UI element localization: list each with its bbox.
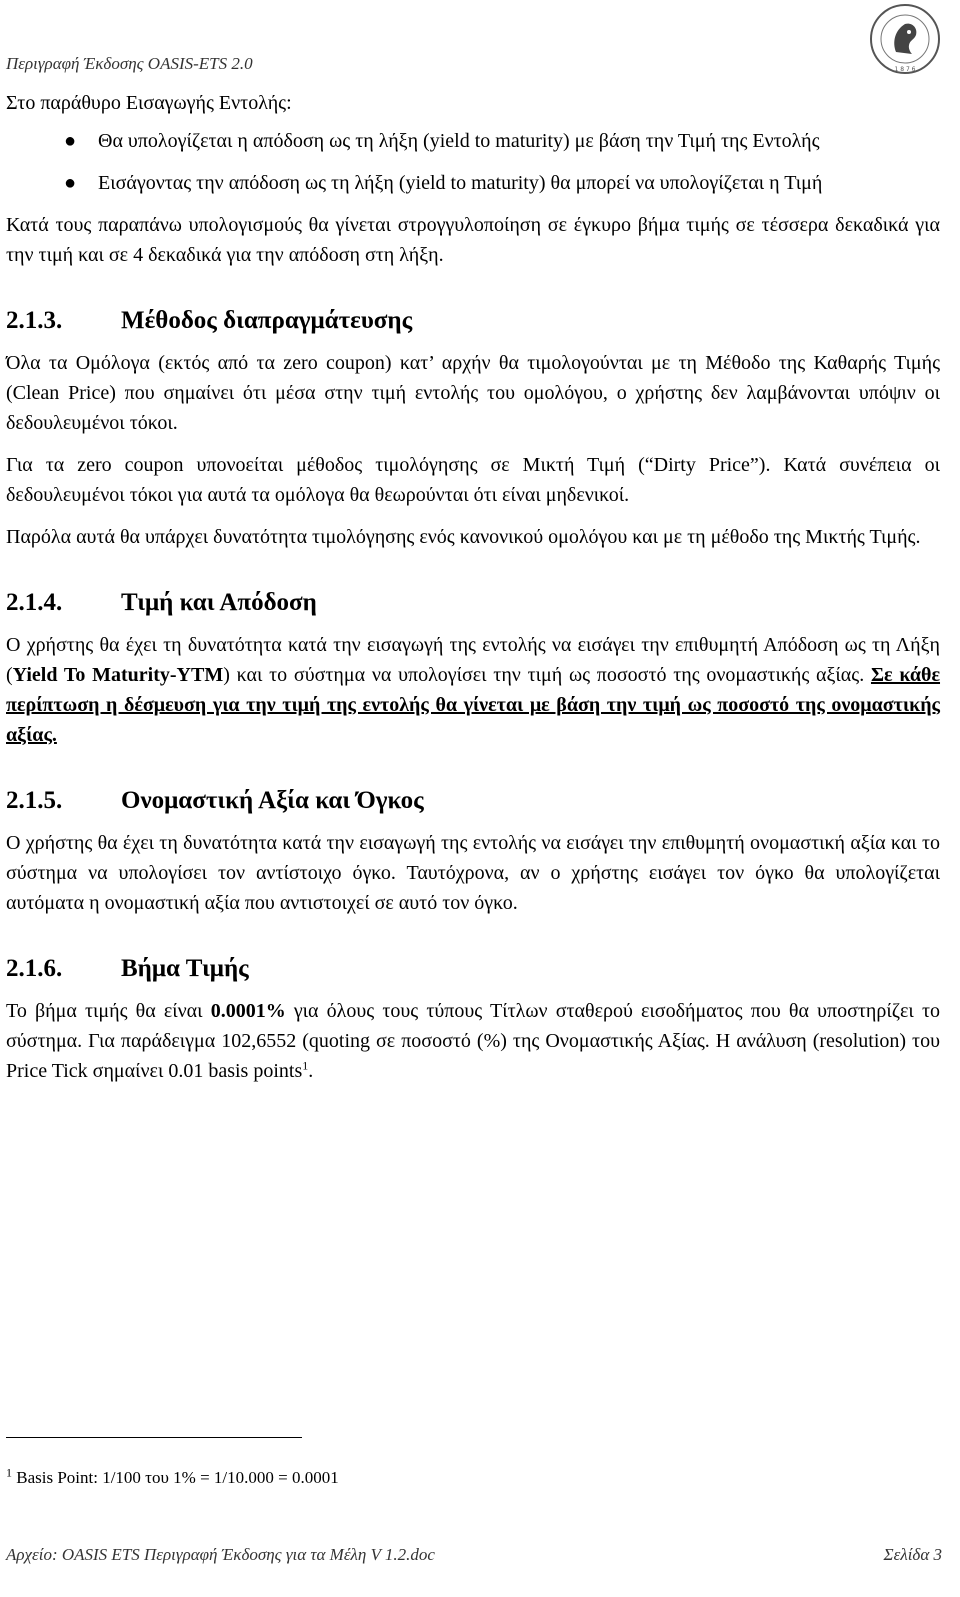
section-heading: 2.1.5. Ονομαστική Αξία και Όγκος	[6, 787, 424, 814]
footnote-divider	[6, 1437, 302, 1438]
footnote: $^1$ Basis Point: 1/100 του 1% = 1/10.000 = 0.0001	[6, 1465, 339, 1487]
list-item: ● Θα υπολογίζεται η απόδοση ως τη λήξη (yield to maturity) με βάση την Τιμή της Εντολής	[6, 126, 940, 156]
footer-page-number: Σελίδα 3	[883, 1545, 942, 1564]
paragraph: Για τα zero coupon υπονοείται μέθοδος τιμολόγησης σε Μικτή Τιμή (“Dirty Price”). Κατά συνέπεια οι δεδουλευμένοι τόκοι για αυτά τα ομόλογα θα θεωρούνται ότι είναι μηδενικοί.	[6, 454, 940, 506]
bullet-icon: ●	[64, 172, 77, 194]
paragraph: Το βήμα τιμής θα είναι 0.0001% για όλους τους τύπους Τίτλων σταθερού εισοδήματος που θα υποστηρίζει το σύστημα. Για παράδειγμα 102,6552 (quoting σε ποσοστό (%) της Ονομαστικής Αξίας. Η ανάλυση (resolution) του Price Tick σημαίνει 0.01 basis points$^1$.	[6, 1000, 940, 1082]
section-2-1-4	[6, 586, 940, 750]
section-2-1-5	[6, 784, 940, 918]
bullet-icon: ●	[64, 130, 77, 152]
list-item: ● Εισάγοντας την απόδοση ως τη λήξη (yield to maturity) θα μπορεί να υπολογίζεται η Τιμή	[6, 168, 940, 198]
paragraph: Ο χρήστης θα έχει τη δυνατότητα κατά την εισαγωγή της εντολής να εισάγει την επιθυμητή ονομαστική αξία και το σύστημα να υπολογίσει τον αντίστοιχο όγκο. Ταυτόχρονα, αν ο χρήστης εισάγει τον όγκο θα υπολογίζεται αυτόματα η ονομαστική αξία που αντιστοιχεί σε αυτό τον όγκο.	[6, 832, 940, 914]
rounding-text: Κατά τους παραπάνω υπολογισμούς θα γίνεται στρογγυλοποίηση σε έγκυρο βήμα τιμής σε τέσσερα δεκαδικά για την τιμή και σε 4 δεκαδικά για την απόδοση στη λήξη.	[6, 214, 940, 266]
paragraph: Ο χρήστης θα έχει τη δυνατότητα κατά την εισαγωγή της εντολής να εισάγει την επιθυμητή Απόδοση ως τη Λήξη (Yield To Maturity-YTM) και το σύστημα να υπολογίσει την τιμή ως ποσοστό της ονομαστικής αξίας. Σε κάθε περίπτωση η δέσμευση για την τιμή της εντολής θα γίνεται με βάση την τιμή ως ποσοστό της ονομαστικής αξίας.	[6, 634, 941, 746]
section-heading: 2.1.3. Μέθοδος διαπραγμάτευσης	[6, 307, 413, 334]
svg-text:1 8 7 6: 1 8 7 6	[894, 66, 916, 73]
intro-text: Στο παράθυρο Εισαγωγής Εντολής:	[6, 92, 292, 114]
bullet-list	[6, 126, 940, 198]
section-heading: 2.1.4. Τιμή και Απόδοση	[6, 589, 317, 616]
athens-exchange-logo	[868, 2, 942, 76]
section-2-1-3	[6, 304, 940, 552]
paragraph: Όλα τα Ομόλογα (εκτός από τα zero coupon) κατ’ αρχήν θα τιμολογούνται με τη Μέθοδο της Καθαρής Τιμής (Clean Price) που σημαίνει ότι μέσα στην τιμή εντολής του ομολόγου, ο χρήστης δεν λαμβάνονται υπόψιν οι δεδουλευμένοι τόκοι.	[6, 352, 940, 434]
section-heading: 2.1.6. Βήμα Τιμής	[6, 955, 249, 982]
underlined-emphasis: Σε κάθε περίπτωση η δέσμευση για την τιμή της εντολής θα γίνεται με βάση την τιμή ως ποσοστό της ονομαστικής αξίας.	[6, 664, 941, 746]
paragraph: Παρόλα αυτά θα υπάρχει δυνατότητα τιμολόγησης ενός κανονικού ομολόγου και με τη μέθοδο της Μικτής Τιμής.	[6, 526, 921, 548]
section-2-1-6	[6, 952, 940, 1086]
page-header: Περιγραφή Έκδοσης OASIS-ETS 2.0	[6, 54, 253, 73]
footnote-reference: 1	[302, 1058, 309, 1073]
footer-filename: Αρχείο: OASIS ETS Περιγραφή Έκδοσης για τα Μέλη V 1.2.doc	[6, 1545, 435, 1564]
document-body	[6, 88, 940, 1098]
